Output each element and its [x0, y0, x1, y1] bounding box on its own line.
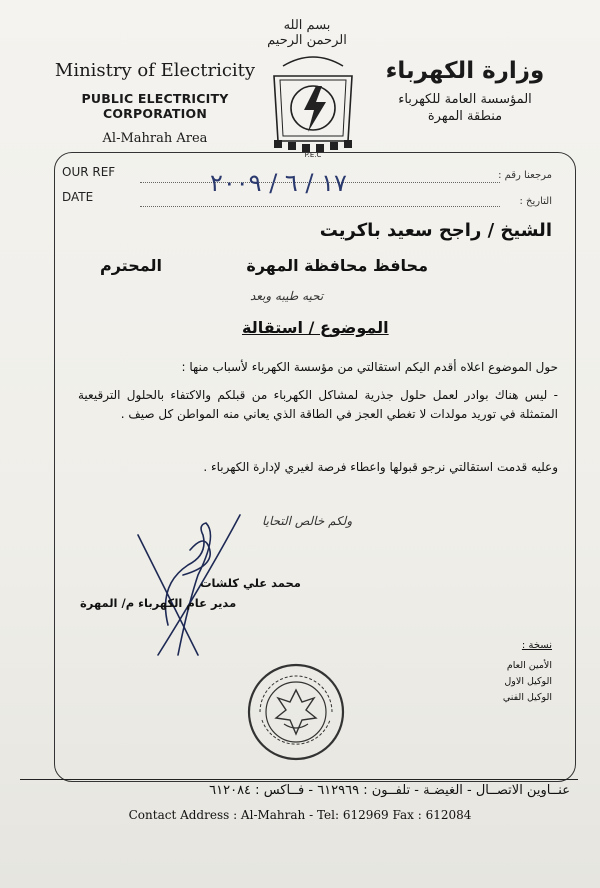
- arabic-header: [360, 58, 570, 124]
- intro-paragraph: حول الموضوع اعلاه أقدم اليكم استقالتي من مؤسسة الكهرباء لأسباب منها :: [181, 360, 558, 374]
- official-stamp: [246, 662, 346, 762]
- english-header: [40, 60, 270, 146]
- arabic-area: منطقة المهرة: [427, 109, 503, 124]
- date-label-ar: التاريخ :: [519, 196, 552, 207]
- copy-item: الوكيل الفني: [502, 692, 552, 703]
- regards-line: ولكم خالص التحايا: [262, 514, 353, 528]
- english-corporation: PUBLIC ELECTRICITY CORPORATION: [81, 91, 229, 121]
- date-dotted-line: [140, 206, 500, 207]
- footer-rule: [20, 779, 578, 780]
- corporation-logo: [268, 36, 358, 161]
- handwritten-date: ١٧ / ٦ / ٢٠٠٩: [210, 169, 347, 197]
- copies-heading: نسخة :: [521, 640, 552, 651]
- our-ref-label: OUR REF: [62, 165, 116, 179]
- footer-arabic: عنــاوين الاتصــال - الغيضـة - تلفــون : ٦١٢٩٦٩ - فــاكس : ٦١٢٠٨٤: [209, 783, 570, 798]
- svg-text:P.E.C: P.E.C: [304, 151, 322, 159]
- basmala: بسم الله الرحمن الرحيم: [267, 18, 347, 48]
- recipient-name: الشيخ / راجح سعيد باكريت: [319, 220, 552, 241]
- signer-title: مدير عام الكهرباء م/ المهرة: [80, 596, 237, 610]
- arabic-corporation: المؤسسة العامة للكهرباء: [398, 92, 532, 107]
- our-ref-label-ar: مرجعنا رقم :: [498, 170, 552, 181]
- copy-item: الأمين العام: [506, 660, 552, 671]
- copy-item: الوكيل الاول: [504, 676, 552, 687]
- footer-english: Contact Address : Al-Mahrah - Tel: 612969 Fax : 612084: [128, 808, 472, 822]
- subject-line: الموضوع / استقالة: [242, 318, 389, 337]
- closing-paragraph: وعليه قدمت استقالتي نرجو قبولها واعطاء فرصة لغيري لإدارة الكهرباء .: [203, 460, 558, 474]
- arabic-ministry: وزارة الكهرباء: [385, 58, 545, 84]
- recipient-title: محافظ محافظة المهرة: [246, 256, 428, 275]
- english-area: Al-Mahrah Area: [102, 131, 208, 146]
- english-ministry: Ministry of Electricity: [54, 60, 256, 81]
- greeting: تحيه طيبه وبعد: [250, 289, 324, 303]
- respect-salutation: المحترم: [100, 256, 162, 275]
- date-label: DATE: [62, 190, 94, 204]
- reason-bullet: - ليس هناك بوادر لعمل حلول جذرية لمشاكل الكهرباء من قبلكم والاكتفاء بالحلول الترقيعية المتمثلة في توريد مولدات لا تغطي العجز في الطاقة الذي يعاني منه المواطن كل صيف .: [78, 388, 558, 421]
- signer-name: محمد علي كلشات: [200, 576, 301, 590]
